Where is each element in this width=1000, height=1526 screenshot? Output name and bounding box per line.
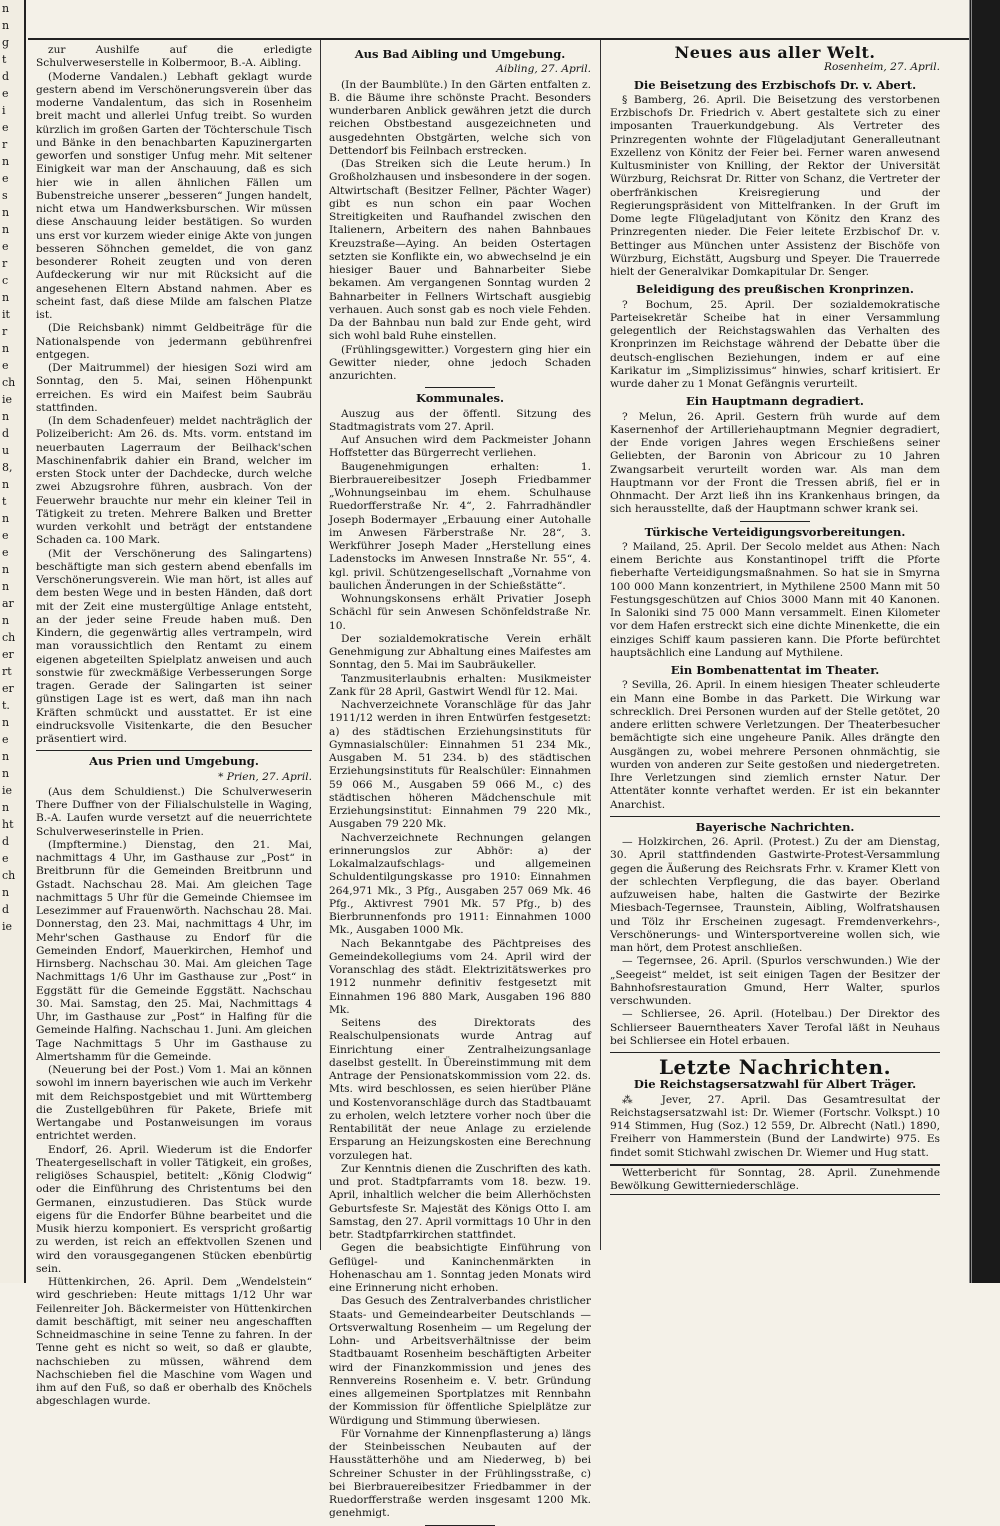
article-heading: Die Reichstagsersatzwahl für Albert Träger. — [633, 1077, 917, 1092]
edge-fragment: t — [2, 53, 7, 66]
column-right — [610, 44, 940, 1249]
section-divider — [36, 750, 312, 751]
edge-fragment: ie — [2, 784, 13, 797]
article-paragraph: (Neuerung bei der Post.) Vom 1. Mai an können sowohl im innern bayerischen wie auch im Verkehr mit dem Reichspostgebiet und mit Württemberg die Zustellgebühren für Pakete, Briefe mit Wertangabe und Postanweisungen im voraus entrichtet werden. — [36, 1064, 312, 1143]
edge-fragment: ie — [2, 920, 13, 933]
edge-fragment: e — [2, 359, 9, 372]
article-paragraph: Gegen die beabsichtigte Einführung von Geflügel- und Kaninchenmärkten in Hohenaschau am 1. Sonntag jeden Monats wird eine Erinnerung nicht erhoben. — [329, 1242, 591, 1294]
edge-fragment: n — [2, 342, 10, 355]
column-rule — [320, 40, 321, 1250]
weather-text: Wetterbericht für Sonntag, 28. April. Zunehmende Bewölkung Gewitterniederschläge. — [610, 1166, 940, 1192]
article-paragraph: Nachverzeichnete Rechnungen gelangen erinnerungslos zur Abhör: a) der Lokalmalzaufschlags- und allgemeinen Schuldentilgungskasse pro 1910: Einnahmen 264,971 Mk., 3 Pfg., Ausgaben 257 069 Mk. 46 Pfg., Aktivrest 7901 Mk. 57 Pfg., b) des Bierbrunnenfonds pro 1911: Einnahmen 1000 Mk., Ausgaben 1000 Mk. — [329, 831, 591, 937]
edge-fragment: n — [2, 767, 10, 780]
article-heading: Ein Bombenattentat im Theater. — [670, 663, 880, 677]
article-paragraph: Das Gesuch des Zentralverbandes christlicher Staats- und Gemeindearbeiter Deutschlands — Ortsverwaltung Rosenheim — um Regelung der Lohn- und Arbeitsverhältnisse der beim Stadtbauamt Rosenheim beschäftigten Arbeiter wird der Finanzkommission und jenes des Rennvereins Rosenheim e. V. betr. Gründung eines allgemeinen Sportplatzes mit Rennbahn der Kommission für öffentliche Spielplätze zur Würdigung und Stimmung überwiesen. — [329, 1295, 591, 1427]
edge-fragment: n — [2, 614, 10, 627]
edge-fragment: u — [2, 444, 10, 457]
article-paragraph: Für Vornahme der Kinnenpflasterung a) längs der Steinbeisschen Neubauten auf der Hausstätterhöhe und am Niederweg, b) bei Schreiner Schuster in der Frühlingsstraße, c) bei Bierbrauereibesitzer Friedbammer in der Ruedorfferstraße werden insgesamt 1200 Mk. genehmigt. — [329, 1427, 591, 1520]
article-heading: Beleidigung des preußischen Kronprinzen. — [636, 282, 914, 297]
article-paragraph: (Das Streiken sich die Leute herum.) In Großholzhausen und insbesondere in der sogen. Altwirtschaft (Besitzer Fellner, Pächter Wager) gibt es nun schon ein paar Wochen Streitigkeiten und Raufhandel zwischen den Italienern, Arbeitern des nahen Bahnbaues Kreuzstraße—Aying. An beiden Ostertagen setzten sie Konflikte ein, wo abwechselnd je ein hiesiger Bauer und Bahnarbeiter Siebe bekamen. Am vergangenen Sonntag wurden 2 Bahnarbeiter in Fellners Wirtschaft ausgiebig verhauen. Auch sonst gab es noch viele Fehden. Da der Bahnbau nun bald zur Ende geht, wird sich wohl bald Ruhe einstellen. — [329, 158, 591, 343]
edge-fragment: ar — [2, 597, 14, 610]
section-heading: Kommunales. — [415, 391, 505, 406]
edge-fragment: c — [2, 274, 9, 287]
edge-fragment: e — [2, 529, 9, 542]
article-heading: Türkische Verteidigungsvorbereitungen. — [644, 524, 906, 539]
edge-fragment: d — [2, 427, 10, 440]
edge-fragment: er — [2, 682, 14, 695]
edge-fragment: e — [2, 87, 9, 100]
article-paragraph: ? Melun, 26. April. Gestern früh wurde auf dem Kasernenhof der Artilleriehauptmann Megnier degradiert, der Ende vorigen Jahres wegen Erschießens seiner Geliebten, der Baronin von Abricour zu 10 Jahren Zwangsarbeit verurteilt worden war. Als man dem Hauptmann vor der Front die Tressen abriß, fiel er in Ohnmacht. Der Arzt ließ ihn ins Krankenhaus bringen, da sich herausstellte, daß der Hauptmann schwer krank sei. — [610, 410, 940, 516]
section-divider — [425, 1525, 495, 1526]
edge-fragment: n — [2, 563, 10, 576]
edge-fragment: n — [2, 580, 10, 593]
article-paragraph: (In dem Schadenfeuer) meldet nachträglich der Polizeibericht: Am 26. ds. Mts. vorm. entstand im neuerbauten Lagerraum der Beilhack'schen Maschinenfabrik dahier ein Brand, welcher im ersten Stock unter der Dachdecke, durch welche zwei Abzugsrohre führen, ausbrach. Von der Feuerwehr brauchte nur mehr ein kleiner Teil in Tätigkeit zu treten. Mehrere Balken und Bretter wurden verkohlt und beträgt der entstandene Schaden ca. 100 Mark. — [36, 415, 312, 547]
edge-fragment: e — [2, 240, 9, 253]
article-paragraph: Auf Ansuchen wird dem Packmeister Johann Hoffstetter das Bürgerrecht verliehen. — [329, 434, 591, 460]
edge-fragment: i — [2, 104, 6, 117]
edge-fragment: n — [2, 223, 10, 236]
edge-fragment: ht — [2, 818, 14, 831]
article-paragraph: (Aus dem Schuldienst.) Die Schulverweserin There Duffner von der Filialschulstelle in Waging, B.-A. Laufen wurde versetzt auf die neuerrichtete Schulverweserinstelle in Prien. — [36, 785, 312, 838]
edge-fragment: ch — [2, 631, 16, 644]
dateline: Aibling, 27. April. — [496, 63, 591, 76]
edge-fragment: n — [2, 291, 10, 304]
article-paragraph: ? Mailand, 25. April. Der Secolo meldet aus Athen: Nach einem Berichte aus Konstantinopel trifft die Pforte fieberhafte Verteidigungsmaßnahmen. So hat sie in Smyrna 100 000 Mann konzentriert, in Mythilene 2500 Mann mit 50 Festungsgeschützen auf Chios 3000 Mann mit 40 Kanonen. In Saloniki sind 75 000 Mann versammelt. Einen Kilometer vor dem Hafen erstreckt sich eine dichte Minenkette, die ein einziges Schiff kaum passieren kann. Die Pforte befürchtet hauptsächlich eine Landung auf Mythilene. — [610, 540, 940, 659]
edge-fragment: ch — [2, 869, 16, 882]
edge-fragment: e — [2, 121, 9, 134]
adjacent-page-edge — [0, 0, 26, 1283]
article-paragraph: Baugenehmigungen erhalten: 1. Bierbrauereibesitzer Joseph Friedbammer „Wohnungseinbau im ehem. Schulhause Ruedorfferstraße Nr. 4“, 2. Fahrradhändler Joseph Bodermayer „Erbauung einer Autohalle im Anwesen Färberstraße Nr. 28“, 3. Werkführer Joseph Mader „Herstellung eines Ladenstocks im Anwesen Innstraße Nr. 55“, 4. kgl. privil. Schützengesellschaft „Vornahme von baulichen Änderungen in der Schießstätte“. — [329, 460, 591, 592]
edge-fragment: it — [2, 308, 10, 321]
edge-fragment: rt — [2, 665, 12, 678]
article-paragraph: — Schliersee, 26. April. (Hotelbau.) Der Direktor des Schlierseer Bauerntheaters Xaver Terofal läßt in Neuhaus bei Schliersee ein Hotel erbauen. — [610, 1008, 940, 1047]
weather-report — [610, 1164, 940, 1196]
article-heading: Ein Hauptmann degradiert. — [686, 394, 864, 409]
edge-fragment: n — [2, 750, 10, 763]
section-divider — [610, 1052, 940, 1053]
edge-fragment: e — [2, 733, 9, 746]
section-heading: Aus Bad Aibling und Umgebung. — [354, 47, 566, 61]
edge-fragment: d — [2, 903, 10, 916]
edge-fragment: d — [2, 835, 10, 848]
article-paragraph: ? Bochum, 25. April. Der sozialdemokratische Parteisekretär Scheibe hat in einer Versammlung gelegentlich der Reichstagswahlen das Verhalten des Kronprinzen im Reichstage während der Debatte über die deutsch-englischen Beziehungen, indem er auf eine Karikatur im „Simplizissimus“ hinwies, scharf kritisiert. Er wurde daher zu 1 Monat Gefängnis verurteilt. — [610, 298, 940, 390]
article-paragraph: — Tegernsee, 26. April. (Spurlos verschwunden.) Wie der „Seegeist“ meldet, ist seit einigen Tagen der Besitzer der Bahnhofsrestauration Gmund, Herr Walter, spurlos verschwunden. — [610, 955, 940, 1007]
edge-fragment: 8, — [2, 461, 13, 474]
article-paragraph: ⁂ Jever, 27. April. Das Gesamtresultat der Reichstagsersatzwahl ist: Dr. Wiemer (Fortschr. Volkspt.) 10 914 Stimmen, Hug (Soz.) 12 559, Dr. Albrecht (Natl.) 1890, Freiherr von Hammerstein (Bund der Landwirte) 975. Es findet somit Stichwahl zwischen Dr. Wiemer und Hug statt. — [610, 1093, 940, 1159]
edge-fragment: s — [2, 189, 8, 202]
article-paragraph: (Die Reichsbank) nimmt Geldbeiträge für die Nationalspende von jedermann gebührenfrei entgegen. — [36, 322, 312, 361]
section-heading: Bayerische Nachrichten. — [695, 819, 855, 834]
edge-fragment: r — [2, 325, 8, 338]
section-heading: Letzte Nachrichten. — [658, 1055, 892, 1079]
section-divider — [425, 387, 495, 388]
edge-fragment: d — [2, 70, 10, 83]
article-paragraph: Wohnungskonsens erhält Privatier Joseph Schächl für sein Anwesen Schönfeldstraße Nr. 10. — [329, 593, 591, 632]
dateline: Rosenheim, 27. April. — [824, 61, 940, 74]
section-divider — [740, 521, 810, 522]
edge-fragment: g — [2, 36, 10, 49]
dateline: * Prien, 27. April. — [218, 770, 312, 783]
column-left — [36, 44, 312, 1408]
section-divider — [610, 816, 940, 817]
column-rule — [600, 40, 601, 1250]
article-paragraph: ? Sevilla, 26. April. In einem hiesigen Theater schleuderte ein Mann eine Bombe in das Parkett. Die Wirkung war schrecklich. Drei Personen wurden auf der Stelle getötet, 20 andere erlitten schwere Verletzungen. Der Theaterbesucher bemächtigte sich eine ungeheure Panik. Alles drängte den Ausgängen zu, wobei mehrere Personen ohnmächtig, sie wurden von anderen zur Seite gestoßen und niedergetreten. Ihre Verletzungen sind ziemlich ernster Natur. Der Attentäter konnte verhaftet werden. Er ist ein bekannter Anarchist. — [610, 679, 940, 811]
column-middle — [329, 44, 591, 1520]
edge-fragment: t — [2, 495, 7, 508]
article-paragraph: Der sozialdemokratische Verein erhält Genehmigung zur Abhaltung eines Maifestes am Sonntag, den 5. Mai im Saubräukeller. — [329, 632, 591, 672]
top-rule — [28, 38, 974, 40]
article-paragraph: (Impftermine.) Dienstag, den 21. Mai, nachmittags 4 Uhr, im Gasthause zur „Post“ in Breitbrunn für die Gemeinden Breitbrunn und Gstadt. Nachschau 28. Mai. Am gleichen Tage nachmittags 5 Uhr für die Gemeinde Chiemsee im Lesezimmer auf Frauenwörth. Nachschau 28. Mai. Donnerstag, den 23. Mai, nachmittags 4 Uhr, im Mehr'schen Gasthause zu Endorf für die Gemeinden Endorf, Mauerkirchen, Hemhof und Hirnsberg. Nachschau 30. Mai. Am gleichen Tage Nachmittags 1/6 Uhr im Gasthause zur „Post“ in Eggstätt für die Gemeinde Eggstätt. Nachschau 30. Mai. Samstag, den 25. Mai, Nachmittags 4 Uhr, im Gasthause zur „Post“ in Halfing für die Gemeinde Halfing. Nachschau 1. Juni. Am gleichen Tage Nachmittags 5 Uhr im Gasthause zu Almertshamm für die Gemeinde. — [36, 838, 312, 1063]
edge-fragment: n — [2, 512, 10, 525]
scan-edge — [969, 0, 1000, 1283]
article-paragraph: Hüttenkirchen, 26. April. Dem „Wendelstein“ wird geschrieben: Heute mittags 1/12 Uhr war Feilenreiter Joh. Bäckermeister von Hüttenkirchen damit beschäftigt, mit seiner neu angeschafften Schneidmaschine in seine Tenne zu fahren. In der Tenne geht es nicht so weit, so daß er glaubte, nachschieben zu müssen, während dem Nachschieben fiel die Maschine vom Wagen und ihm auf den Fuß, so daß er oberhalb des Knöchels abgeschlagen wurde. — [36, 1276, 312, 1408]
edge-fragment: r — [2, 257, 8, 270]
edge-fragment: n — [2, 155, 10, 168]
edge-fragment: n — [2, 801, 10, 814]
article-paragraph: Tanzmusiterlaubnis erhalten: Musikmeister Zank für 28 April, Gastwirt Wendl für 12. Mai. — [329, 672, 591, 698]
edge-fragment: r — [2, 138, 8, 151]
edge-fragment: n — [2, 206, 10, 219]
edge-fragment: e — [2, 852, 9, 865]
article-paragraph: (Moderne Vandalen.) Lebhaft geklagt wurde gestern abend im Verschönerungsverein über das moderne Vandalentum, das sich in Rosenheim breit macht und allerlei Unfug treibt. So wurden kürzlich im großen Garten der Töchterschule Tisch und Bänke in den benachbarten Kapuzinergarten geworfen und sonstiger Unfug mehr. Mit seltener Einigkeit war man der Anschauung, daß es sich hier wie in allen ähnlichen Fällen um Bubenstreiche unserer „besseren“ Jungen handelt, nicht etwa um Handwerksburschen. Wir müssen diese Anschauung leider bestätigen. So wurden uns erst vor kurzem wieder einige Akte von jungen besseren Söhnchen gemeldet, die von ganz besonderer Roheit zeugten und von deren Aufdeckerung wir nur mit Rücksicht auf die angesehenen Eltern Abstand nahmen. Aber es scheint fast, daß diese Milde am falschen Platze ist. — [36, 70, 312, 321]
edge-fragment: ch — [2, 376, 16, 389]
article-paragraph: (Der Maitrummel) der hiesigen Sozi wird am Sonntag, den 5. Mai, seinen Höhenpunkt erreichen. Es wird ein Maifest beim Saubräu stattfinden. — [36, 362, 312, 414]
edge-fragment: n — [2, 886, 10, 899]
article-paragraph: zur Aushilfe auf die erledigte Schulverweserstelle in Kolbermoor, B.-A. Aibling. — [36, 44, 312, 70]
article-paragraph: Nachverzeichnete Voranschläge für das Jahr 1911/12 werden in ihren Entwürfen festgesetzt: a) des städtischen Erziehungsinstituts für Gymnasialschüler: Einnahmen 51 234 Mk., Ausgaben M. 51 234. b) des städtischen Erziehungsinstituts für Realschüler: Einnahmen 59 066 M., Ausgaben 59 066 M., c) des städtischen höheren Mädchenschule mit Erziehungsinstitut: Einnahmen 79 220 Mk., Ausgaben 79 220 Mk. — [329, 699, 591, 831]
article-paragraph: (Frühlingsgewitter.) Vorgestern ging hier ein Gewitter nieder, ohne jedoch Schaden anzurichten. — [329, 343, 591, 382]
edge-fragment: n — [2, 410, 10, 423]
section-heading: Neues aus aller Welt. — [674, 43, 876, 62]
article-paragraph: Zur Kenntnis dienen die Zuschriften des kath. und prot. Stadtpfarramts vom 18. bezw. 19. April, inhaltlich welcher die beim Allerhöchsten Geburtsfeste Sr. Majestät des Königs Otto I. am Samstag, den 27. April vormittags 10 Uhr in den betr. Stadtpfarrkirchen stattfindet. — [329, 1162, 591, 1241]
edge-fragment: e — [2, 546, 9, 559]
article-paragraph: § Bamberg, 26. April. Die Beisetzung des verstorbenen Erzbischofs Dr. Friedrich v. Abert gestaltete sich zu einer imposanten Trauerkundgebung. Als Vertreter des Prinzregenten wohnte der Flügeladjutant Generalleutnant Exzellenz von Könitz der Feier bei. Ferner waren anwesend Kultusminister von Knilling, der Rektor der Universität Würzburg, Reichsrat Dr. Ritter von Schanz, die Vertreter der oberfränkischen Kreisregierung und der Regierungspräsident von Mittelfranken. In der Gruft im Dome legte Flügeladjutant von Könitz den Kranz des Prinzregenten nieder. Die Feier leitete Erzbischof Dr. v. Bettinger aus München unter Assistenz der Bischöfe von Würzburg, Eichstätt, Augsburg und Speyer. Die Trauerrede hielt der Generalvikar Domkapitular Dr. Senger. — [610, 93, 940, 278]
section-heading: Aus Prien und Umgebung. — [89, 754, 259, 769]
edge-fragment: n — [2, 2, 10, 15]
edge-fragment: er — [2, 648, 14, 661]
article-paragraph: (Mit der Verschönerung des Salingartens) beschäftigte man sich gestern abend ebenfalls im Verschönerungsverein. Wie man hört, ist alles auf dem besten Wege und in besten Händen, daß dort mit der Zeit eine mustergültige Anlage entsteht, an der jeder seine Freude haben muß. Den Kindern, die gegenwärtig alles vertrampeln, wird man voraussichtlich den Rentamt zu einem eigenen abgeteilten Spielplatz anweisen und auch sonstwie für zweckmäßige Verbesserungen Sorge tragen. Gerade der Salingarten ist seiner günstigen Lage ist es wert, daß man ihn nach Kräften schmückt und ausstattet. Er ist eine eindrucksvolle Visitenkarte, die den Besucher präsentiert wird. — [36, 547, 312, 745]
article-paragraph: (In der Baumblüte.) In den Gärten entfalten z. B. die Bäume ihre schönste Pracht. Besonders wunderbaren Anblick gewähren jetzt die durch reichen Obstbestand ausgezeichneten und ausgedehnten Obstgärten, welche sich von Dettendorf bis Feilnbach erstrecken. — [329, 78, 591, 157]
article-paragraph: Nach Bekanntgabe des Pächtpreises des Gemeindekollegiums vom 24. April wird der Voranschlag des städt. Elektrizitätswerkes pro 1912 nunmehr definitiv festgesetzt mit Einnahmen 196 880 Mark, Ausgaben 196 880 Mk. — [329, 937, 591, 1016]
article-paragraph: Endorf, 26. April. Wiederum ist die Endorfer Theatergesellschaft in voller Tätigkeit, ein großes, religiöses Schauspiel, betitelt: „König Clodwig“ oder die Einführung des Christentums bei den Germanen, einzustudieren. Das Stück wurde eigens für die Endorfer Bühne bearbeitet und die Musik hierzu komponiert. Es verspricht großartig zu werden, ist reich an effektvollen Szenen und wird den vorausgegangenen Stücken ebenbürtig sein. — [36, 1143, 312, 1275]
edge-fragment: e — [2, 172, 9, 185]
edge-fragment: t. — [2, 699, 10, 712]
article-subtitle: Auszug aus der öffentl. Sitzung des Stadtmagistrats vom 27. April. — [329, 407, 591, 433]
article-paragraph: Seitens des Direktorats des Realschulpensionats wurde Antrag auf Einrichtung einer Zentralheizungsanlage daselbst gestellt. In Übereinstimmung mit dem Antrage der Pensionatskommission vom 22. ds. Mts. wird beschlossen, es seien hierüber Pläne und Kostenvoranschläge durch das Stadtbauamt zu erholen, welch letztere vorher noch über die Rentabilität der neue Anlage zu erzielende Ersparung an Heizungskosten eine Berechnung vorzulegen hat. — [329, 1017, 591, 1162]
article-heading: Die Beisetzung des Erzbischofs Dr. v. Abert. — [633, 77, 917, 92]
edge-fragment: n — [2, 19, 10, 32]
edge-fragment: ie — [2, 393, 13, 406]
edge-fragment: n — [2, 478, 10, 491]
article-paragraph: — Holzkirchen, 26. April. (Protest.) Zu der am Dienstag, 30. April stattfindenden Gastwirte-Protest-Versammlung gegen die Äußerung des Reichsrats Frhr. v. Kramer Klett von der schlechten Verpflegung, die das bayer. Oberland aufzuweisen habe, halten die Gastwirte der Bezirke Miesbach-Tegernsee, Traunstein, Aibling, Wolfratshausen und Tölz ihr Erscheinen zugesagt. Fremdenverkehrs-, Verschönerungs- und Wintersportvereine wollen sich, wie man hört, dem Protest anschließen. — [610, 836, 940, 954]
edge-fragment: n — [2, 716, 10, 729]
